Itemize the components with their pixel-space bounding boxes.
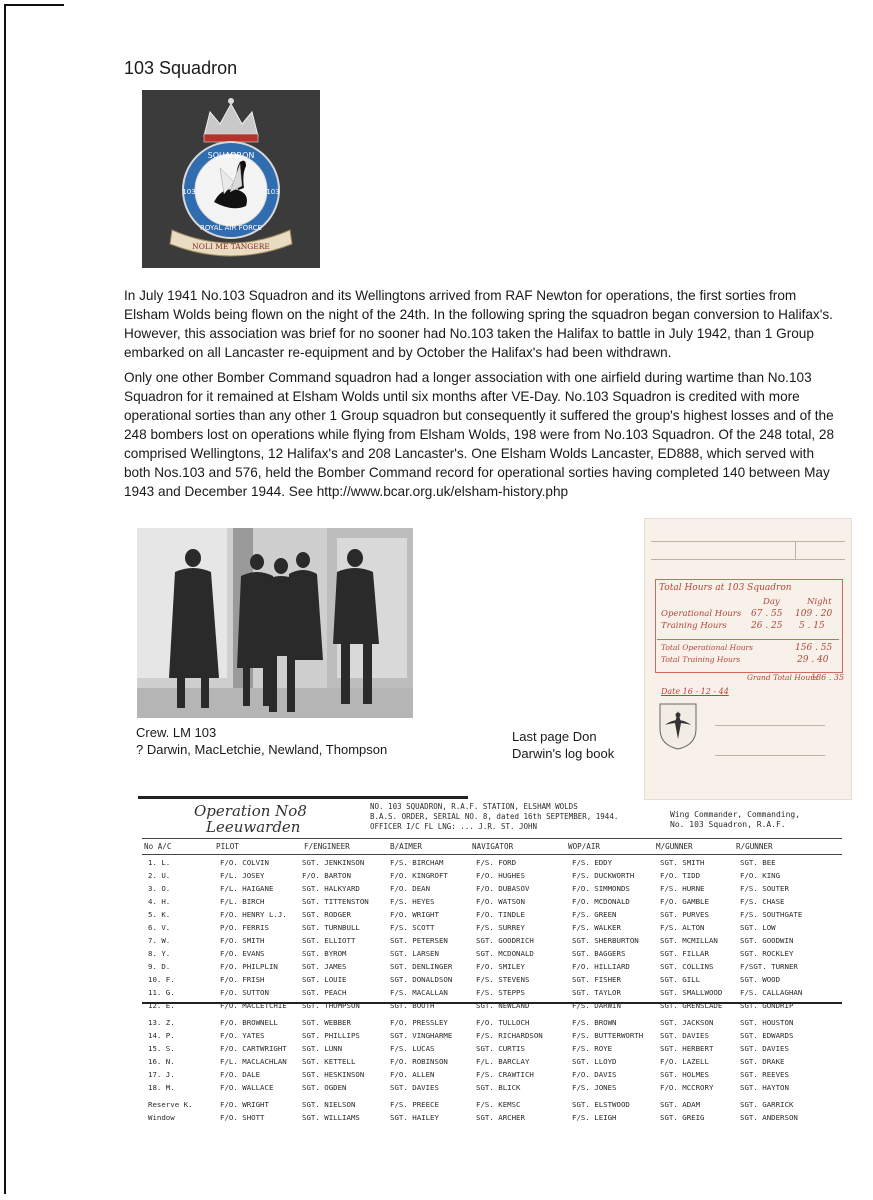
table-cell: SGT. CURTIS	[476, 1044, 525, 1053]
logbook-training-label: Training Hours	[661, 621, 727, 631]
table-cell: SGT. TAYLOR	[572, 988, 621, 997]
table-cell: SGT. WILLIAMS	[302, 1113, 360, 1122]
table-cell: F/O. EVANS	[220, 949, 265, 958]
table-cell: F/S. DARWIN	[572, 1001, 621, 1010]
table-cell: F/O. WRIGHT	[390, 910, 439, 919]
table-cell: F/L. JOSEY	[220, 871, 265, 880]
table-cell: SGT. JENKINSON	[302, 858, 365, 867]
crest-top-text: SQUADRON	[207, 151, 255, 160]
table-cell: SGT. SHERBURTON	[572, 936, 639, 945]
handwritten-target: Leeuwarden	[206, 818, 301, 836]
column-header-pilot: PILOT	[216, 842, 239, 851]
table-cell: F/S. LUCAS	[390, 1044, 435, 1053]
table-cell: SGT. HAILEY	[390, 1113, 439, 1122]
table-cell: SGT. SMITH	[660, 858, 705, 867]
table-cell: SGT. HAYTON	[740, 1083, 789, 1092]
table-cell: SGT. HOLMES	[660, 1070, 709, 1079]
logbook-operational-label: Operational Hours	[661, 609, 742, 619]
table-cell: SGT. NEWLAND	[476, 1001, 530, 1010]
table-row	[142, 897, 846, 910]
table-cell: F/O. HUGHES	[476, 871, 525, 880]
roster-signature-block	[670, 810, 800, 830]
caption-line: Last page Don	[512, 729, 597, 744]
table-cell: F/S. CRAWTICH	[476, 1070, 534, 1079]
table-row	[142, 923, 846, 936]
table-cell: F/O. PHILPLIN	[220, 962, 278, 971]
roster-header-line: B.A.S. ORDER, SERIAL NO. 8, dated 16th SEPTEMBER, 1944.	[370, 812, 619, 821]
table-cell: F/O. TINDLE	[476, 910, 525, 919]
table-row	[142, 1057, 846, 1070]
table-cell: SGT. OGDEN	[302, 1083, 347, 1092]
table-cell: SGT. TITTENSTON	[302, 897, 369, 906]
table-cell: SGT. LOW	[740, 923, 776, 932]
table-row	[142, 1018, 846, 1031]
table-cell: F/O. SMITH	[220, 936, 265, 945]
table-cell: F/S. HURNE	[660, 884, 705, 893]
table-cell: SGT. PHILLIPS	[302, 1031, 360, 1040]
column-header-rear-gunner: R/GUNNER	[736, 842, 773, 851]
caption-line: ? Darwin, MacLetchie, Newland, Thompson	[136, 742, 388, 757]
table-cell: SGT. GRENSLADE	[660, 1001, 723, 1010]
paragraph-history-record: Only one other Bomber Command squadron had a longer association with one airfield during wartime than No.103 Squadron for it remained at Elsham Wolds until six months after VE-Day. No.103 Squadron is credited with more operational sorties than any other 1 Group squadron but consequently it suffered the group's highest losses and of the 248 bombers lost on operations while flying from Elsham Wolds, 198 were from No.103 Squadron. Of the 248 total, 28 comprised Wellingtons, 12 Halifax's and 208 Lancaster's. One Elsham Wolds Lancaster, ED888, which served with both Nos.103 and 576, held the Bomber Command record for operational sorties having completed 140 between May 1943 and December 1944. See http://www.bcar.org.uk/elsham-history.php	[124, 370, 835, 499]
table-cell: SGT. HOUSTON	[740, 1018, 794, 1027]
table-cell: F/O. ALLEN	[390, 1070, 435, 1079]
table-row	[142, 936, 846, 949]
table-cell: F/S. KEMSC	[476, 1100, 521, 1109]
table-cell: 5. K.	[148, 910, 171, 919]
table-cell: F/O. MCCRORY	[660, 1083, 714, 1092]
table-cell: SGT. GOODRICH	[476, 936, 534, 945]
table-cell: F/O. TULLOCH	[476, 1018, 530, 1027]
crest-number-left: 103	[182, 188, 196, 196]
table-cell: 9. D.	[148, 962, 171, 971]
table-cell: F/O. BARTON	[302, 871, 351, 880]
table-cell: 15. S.	[148, 1044, 175, 1053]
table-cell: F/O. WALLACE	[220, 1083, 274, 1092]
table-row	[142, 962, 846, 975]
table-cell: F/S. SCOTT	[390, 923, 435, 932]
table-cell: F/O. FRISH	[220, 975, 265, 984]
squadron-crest	[142, 90, 320, 268]
logbook-total-training-label: Total Training Hours	[661, 655, 741, 664]
logbook-grand-total-label: Grand Total Hours	[747, 673, 818, 682]
table-cell: Reserve K.	[148, 1100, 193, 1109]
page-title: 103 Squadron	[124, 58, 238, 78]
logbook-night-heading: Night	[807, 597, 832, 607]
table-cell: F/S. CHASE	[740, 897, 785, 906]
table-cell: F/S. BROWN	[572, 1018, 617, 1027]
table-cell: F/O. LAZELL	[660, 1057, 709, 1066]
roster-header-line: Wing Commander, Commanding,	[670, 810, 801, 819]
logbook-day-heading: Day	[763, 597, 780, 607]
roster-header-line: No. 103 Squadron, R.A.F.	[670, 820, 786, 829]
table-cell: F/O. DEAN	[390, 884, 431, 893]
table-row	[142, 1070, 846, 1083]
table-cell: F/O. DAVIS	[572, 1070, 617, 1079]
table-cell: F/S. EDDY	[572, 858, 613, 867]
logbook-grand-total: 186 . 35	[811, 673, 845, 682]
table-cell: SGT. GARRICK	[740, 1100, 794, 1109]
table-cell: SGT. GUNDRIP	[740, 1001, 794, 1010]
table-cell: SGT. REEVES	[740, 1070, 789, 1079]
table-row	[142, 975, 846, 988]
table-cell: SGT. GOODWIN	[740, 936, 794, 945]
table-cell: SGT. EDWARDS	[740, 1031, 794, 1040]
table-cell: SGT. DAVIES	[740, 1044, 789, 1053]
table-cell: 10. F.	[148, 975, 175, 984]
table-cell: SGT. BOOTH	[390, 1001, 435, 1010]
table-cell: SGT. FILLAR	[660, 949, 709, 958]
table-cell: F/S. PREECE	[390, 1100, 439, 1109]
table-cell: F/L. HAIGANE	[220, 884, 274, 893]
table-cell: SGT. ARCHER	[476, 1113, 525, 1122]
table-cell: SGT. ADAM	[660, 1100, 701, 1109]
table-row	[142, 988, 846, 1001]
table-cell: SGT. HESKINSON	[302, 1070, 365, 1079]
logbook-total-training: 29 . 40	[797, 655, 829, 665]
squadron-badge-stamp	[657, 701, 699, 751]
table-cell: SGT. HALKYARD	[302, 884, 360, 893]
table-cell: P/O. FERRIS	[220, 923, 269, 932]
table-cell: 6. V.	[148, 923, 171, 932]
handwritten-operation-number: Operation No8	[194, 802, 307, 820]
table-cell: SGT. DAVIES	[390, 1083, 439, 1092]
table-cell: F/S. HEYES	[390, 897, 435, 906]
column-header-aircraft: No A/C	[144, 842, 172, 851]
table-cell: SGT. PEACH	[302, 988, 347, 997]
table-cell: SGT. PETERSEN	[390, 936, 448, 945]
operation-roster	[138, 796, 846, 1126]
logbook-training-night: 5 . 15	[799, 621, 825, 631]
table-row	[142, 949, 846, 962]
table-cell: 8. Y.	[148, 949, 171, 958]
table-cell: F/O. SUTTON	[220, 988, 269, 997]
table-cell: F/S. STEPPS	[476, 988, 525, 997]
crest-motto: NOLI ME TANGERE	[192, 242, 270, 251]
table-cell: F/S. ROYE	[572, 1044, 613, 1053]
table-row	[142, 1083, 846, 1096]
crest-bottom-text: ROYAL AIR FORCE	[200, 224, 262, 232]
table-row	[142, 858, 846, 871]
table-cell: SGT. FISHER	[572, 975, 621, 984]
table-cell: SGT. SMALLWOOD	[660, 988, 723, 997]
table-cell: SGT. TURNBULL	[302, 923, 360, 932]
table-cell: SGT. VINGHARME	[390, 1031, 453, 1040]
table-cell: F/O. MACLETCHIE	[220, 1001, 287, 1010]
table-cell: SGT. BAGGERS	[572, 949, 626, 958]
table-cell: F/O. KINGROFT	[390, 871, 448, 880]
table-cell: F/O. WATSON	[476, 897, 525, 906]
logbook-date: Date 16 - 12 - 44	[661, 687, 729, 696]
table-cell: 17. J.	[148, 1070, 175, 1079]
table-row	[142, 1031, 846, 1044]
table-cell: 12. E.	[148, 1001, 175, 1010]
table-cell: SGT. RODGER	[302, 910, 351, 919]
crest-number-right: 103	[266, 188, 280, 196]
logbook-total-operational: 156 . 55	[795, 643, 833, 653]
table-cell: SGT. ROCKLEY	[740, 949, 794, 958]
table-cell: F/S. MACALLAN	[390, 988, 448, 997]
column-header-navigator: NAVIGATOR	[472, 842, 514, 851]
table-cell: F/S. FORD	[476, 858, 517, 867]
table-row	[142, 871, 846, 884]
logbook-page	[644, 518, 852, 800]
table-cell: SGT. JACKSON	[660, 1018, 714, 1027]
table-cell: SGT. DAVIES	[660, 1031, 709, 1040]
table-cell: F/O. KING	[740, 871, 781, 880]
table-cell: 3. O.	[148, 884, 171, 893]
roster-header-line: OFFICER I/C FL LNG: ... J.R. ST. JOHN	[370, 822, 538, 831]
page-edge-line	[4, 4, 6, 1194]
table-cell: F/S. CALLAGHAN	[740, 988, 803, 997]
table-cell: F/O. COLVIN	[220, 858, 269, 867]
caption-line: Darwin's log book	[512, 746, 615, 761]
column-header-flight-engineer: F/ENGINEER	[304, 842, 350, 851]
table-cell: 18. M.	[148, 1083, 175, 1092]
table-cell: 4. H.	[148, 897, 171, 906]
table-cell: 11. G.	[148, 988, 175, 997]
table-cell: SGT. GILL	[660, 975, 701, 984]
table-cell: F/SGT. TURNER	[740, 962, 798, 971]
table-cell: F/S. ALTON	[660, 923, 705, 932]
table-cell: F/O. PRESSLEY	[390, 1018, 448, 1027]
table-cell: F/S. WALKER	[572, 923, 621, 932]
table-row	[142, 884, 846, 897]
column-header-wireless-operator: WOP/AIR	[568, 842, 601, 851]
roster-header-line: NO. 103 SQUADRON, R.A.F. STATION, ELSHAM WOLDS	[370, 802, 578, 811]
roster-column-rule	[142, 854, 842, 855]
table-cell: 16. N.	[148, 1057, 175, 1066]
table-cell: F/O. ROBINSON	[390, 1057, 448, 1066]
table-cell: F/O. SIMMONDS	[572, 884, 630, 893]
logbook-total-operational-label: Total Operational Hours	[661, 643, 753, 652]
table-cell: SGT. LUNN	[302, 1044, 343, 1053]
logbook-operational-day: 67 . 55	[751, 609, 783, 619]
table-cell: F/S. GREEN	[572, 910, 617, 919]
table-cell: F/O. SHOTT	[220, 1113, 265, 1122]
table-cell: F/O. SMILEY	[476, 962, 525, 971]
table-cell: SGT. JAMES	[302, 962, 347, 971]
table-cell: F/O. CARTWRIGHT	[220, 1044, 287, 1053]
table-cell: F/S. JONES	[572, 1083, 617, 1092]
table-cell: F/S. SOUTHGATE	[740, 910, 803, 919]
table-row	[142, 1044, 846, 1057]
table-cell: SGT. PURVES	[660, 910, 709, 919]
roster-top-rule	[138, 796, 468, 799]
table-cell: SGT. HERBERT	[660, 1044, 714, 1053]
table-cell: 2. U.	[148, 871, 171, 880]
caption-line: Crew. LM 103	[136, 725, 217, 740]
table-cell: F/O. HENRY L.J.	[220, 910, 287, 919]
table-cell: F/L. MACLACHLAN	[220, 1057, 287, 1066]
column-header-bomb-aimer: B/AIMER	[390, 842, 423, 851]
crew-photo	[137, 528, 413, 718]
page-corner-mark	[4, 4, 64, 6]
table-cell: SGT. WEBBER	[302, 1018, 351, 1027]
table-cell: 13. Z.	[148, 1018, 175, 1027]
table-cell: SGT. WOOD	[740, 975, 781, 984]
table-cell: SGT. KETTELL	[302, 1057, 356, 1066]
logbook-box-title: Total Hours at 103 Squadron	[659, 583, 792, 593]
table-row	[142, 910, 846, 923]
table-row	[142, 1113, 846, 1126]
table-cell: SGT. BYROM	[302, 949, 347, 958]
table-cell: F/S. BUTTERWORTH	[572, 1031, 644, 1040]
paragraph-history-1941: In July 1941 No.103 Squadron and its Wellingtons arrived from RAF Newton for operations, the first sorties from Elsham Wolds being flown on the night of the 24th. In the following spring the squadron began conversion to Halifax's. However, this association was brief for no sooner had No.103 taken the Halifax to battle in July 1942, than 1 Group embarked on all Lancaster re-equipment and by October the Halifax's had been withdrawn.	[124, 288, 833, 360]
table-cell: 7. W.	[148, 936, 171, 945]
table-cell: F/S. SURREY	[476, 923, 525, 932]
table-cell: F/O. BROWNELL	[220, 1018, 278, 1027]
table-row	[142, 1001, 846, 1014]
roster-header-rule	[142, 838, 842, 839]
table-cell: SGT. ANDERSON	[740, 1113, 798, 1122]
table-cell: F/O. DUBASOV	[476, 884, 530, 893]
table-cell: SGT. BEE	[740, 858, 776, 867]
table-cell: F/S. SOUTER	[740, 884, 789, 893]
column-header-mid-upper-gunner: M/GUNNER	[656, 842, 693, 851]
table-cell: SGT. ELSTWOOD	[572, 1100, 630, 1109]
table-cell: 1. L.	[148, 858, 171, 867]
table-cell: SGT. LOUIE	[302, 975, 347, 984]
table-cell: F/S. DUCKWORTH	[572, 871, 635, 880]
table-cell: F/S. RICHARDSON	[476, 1031, 543, 1040]
logbook-training-day: 26 . 25	[751, 621, 783, 631]
table-cell: F/L. BARCLAY	[476, 1057, 530, 1066]
table-cell: F/L. BIRCH	[220, 897, 265, 906]
table-cell: SGT. DRAKE	[740, 1057, 785, 1066]
table-cell: F/S. LEIGH	[572, 1113, 617, 1122]
table-cell: SGT. MCDONALD	[476, 949, 534, 958]
table-cell: F/O. MCDONALD	[572, 897, 630, 906]
table-cell: SGT. DONALDSON	[390, 975, 453, 984]
table-cell: SGT. GREIG	[660, 1113, 705, 1122]
table-cell: F/O. GAMBLE	[660, 897, 709, 906]
table-cell: Window	[148, 1113, 175, 1122]
table-cell: SGT. DENLINGER	[390, 962, 453, 971]
table-cell: SGT. THOMPSON	[302, 1001, 360, 1010]
table-cell: SGT. LARSEN	[390, 949, 439, 958]
table-cell: F/O. DALE	[220, 1070, 261, 1079]
table-cell: SGT. MCMILLAN	[660, 936, 718, 945]
table-cell: SGT. LLOYD	[572, 1057, 617, 1066]
table-cell: F/O. HILLIARD	[572, 962, 630, 971]
table-cell: F/O. YATES	[220, 1031, 265, 1040]
table-cell: SGT. NIELSON	[302, 1100, 356, 1109]
table-cell: F/O. TIDD	[660, 871, 701, 880]
table-cell: F/S. BIRCHAM	[390, 858, 444, 867]
table-row	[142, 1100, 846, 1113]
table-cell: SGT. COLLINS	[660, 962, 714, 971]
table-cell: F/S. STEVENS	[476, 975, 530, 984]
logbook-operational-night: 109 . 20	[795, 609, 833, 619]
logbook-caption	[512, 728, 614, 762]
table-cell: SGT. BLICK	[476, 1083, 521, 1092]
table-cell: 14. P.	[148, 1031, 175, 1040]
table-cell: SGT. ELLIOTT	[302, 936, 356, 945]
roster-order-header	[370, 802, 618, 832]
crew-photo-caption	[136, 724, 387, 758]
table-cell: F/O. WRIGHT	[220, 1100, 269, 1109]
